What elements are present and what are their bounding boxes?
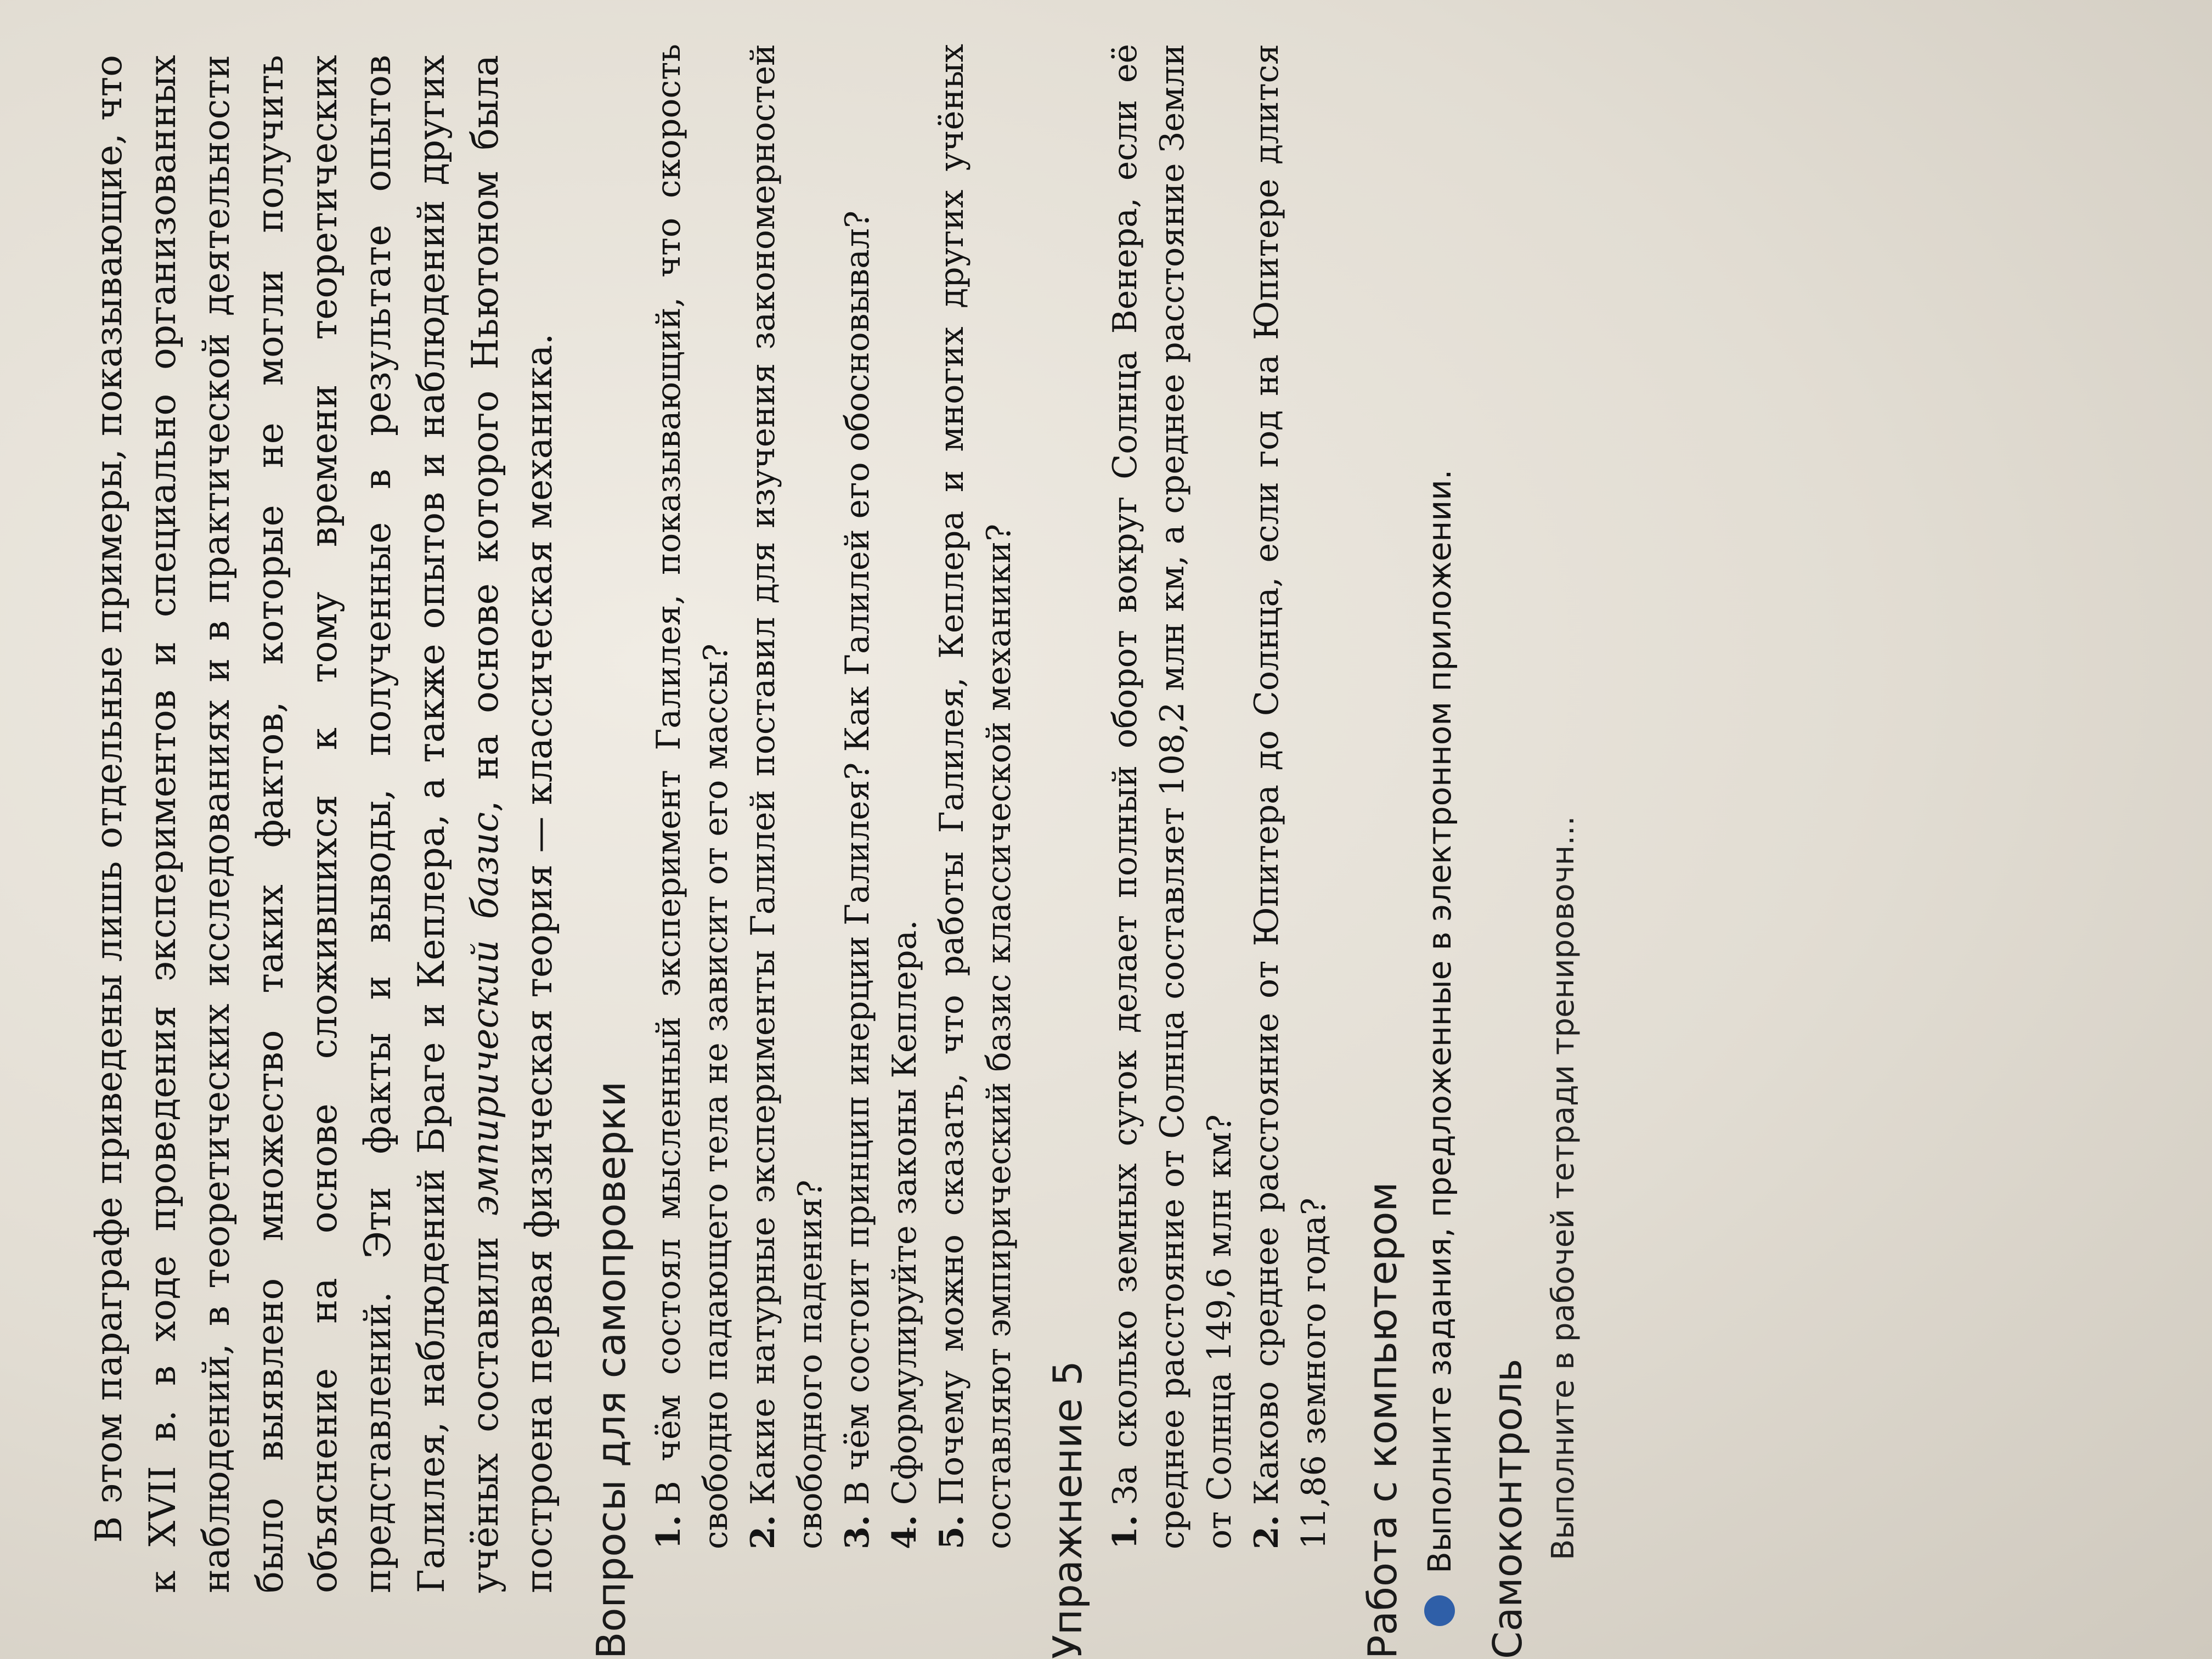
question-text: Сформулируйте законы Кеплера. [885, 919, 924, 1505]
question-number: 2. [744, 1515, 782, 1549]
exercise-text: За сколько земных суток делает полный оборот вокруг Солнца Венера, если её среднее расстояние от Солнца составляет 108,2 млн км, а среднее расстояние Земли от Солнца 149,6 млн км? [1106, 44, 1239, 1549]
question-number: 3. [838, 1515, 877, 1549]
question-number: 4. [885, 1515, 924, 1549]
question-item [928, 44, 1023, 1549]
exercise-item [1102, 44, 1243, 1549]
selfcontrol-text: Выполните в рабочей тетради тренировочн... [1545, 816, 1581, 1560]
exercise-item [1243, 44, 1338, 1549]
exercise-list [1102, 22, 1338, 1593]
intro-paragraph [82, 22, 566, 1593]
computer-work-row [1417, 22, 1463, 1626]
question-item [881, 44, 928, 1549]
disc-icon [1424, 1595, 1455, 1626]
exercise-number: 2. [1248, 1515, 1286, 1549]
selfcontrol-title: Самоконтроль [1485, 1358, 1531, 1659]
question-item [834, 44, 881, 1549]
question-text: Почему можно сказать, что работы Галилея, Кеплера и многих других учёных составляют эмпирический базис классической механики? [933, 44, 1018, 1549]
intro-emphasis: эмпирический базис [464, 812, 506, 1216]
question-number: 5. [933, 1515, 971, 1549]
intro-text-part1: В этом параграфе приведены лишь отдельные примеры, показывающие, что к XVII в. в ходе проведения экспериментов и специально организованных наблюдений, в теоретических исследованиях и в практической деятельности было выявлено множество таких фактов, которые не могли получить объяснение на основе сложившихся к тому времени теоретических представлений. Эти факты и выводы, полученные в результате опытов Галилея, наблюдений Браге и Кеплера, а также опытов и наблюдений других учёных составили [88, 54, 506, 1593]
question-item [740, 44, 834, 1549]
intro-text-part2: , на основе которого Ньютоном была построена первая физическая теория — классическая механика. [464, 54, 560, 1593]
computer-work-text: Выполните задания, предложенные в электронном приложении. [1421, 469, 1458, 1573]
exercise-title: Упражнение 5 [1045, 1361, 1091, 1659]
computer-work-title: Работа с компьютером [1359, 1182, 1406, 1659]
exercise-number: 1. [1106, 1515, 1144, 1549]
questions-list [645, 22, 1023, 1593]
exercise-text: Каково среднее расстояние от Юпитера до Солнца, если год на Юпитере длится 11,86 земного года? [1248, 44, 1333, 1549]
question-text: Какие натурные эксперименты Галилей поставил для изучения закономерностей свободного падения? [744, 44, 830, 1549]
question-text: В чём состоит принцип инерции Галилея? Как Галилей его обосновывал? [838, 210, 877, 1505]
question-text: В чём состоял мысленный эксперимент Галилея, показывающий, что скорость свободно падающего тела не зависит от его массы? [650, 44, 735, 1549]
questions-title: Вопросы для самопроверки [588, 1081, 634, 1659]
question-item [645, 44, 740, 1549]
question-number: 1. [650, 1515, 688, 1549]
